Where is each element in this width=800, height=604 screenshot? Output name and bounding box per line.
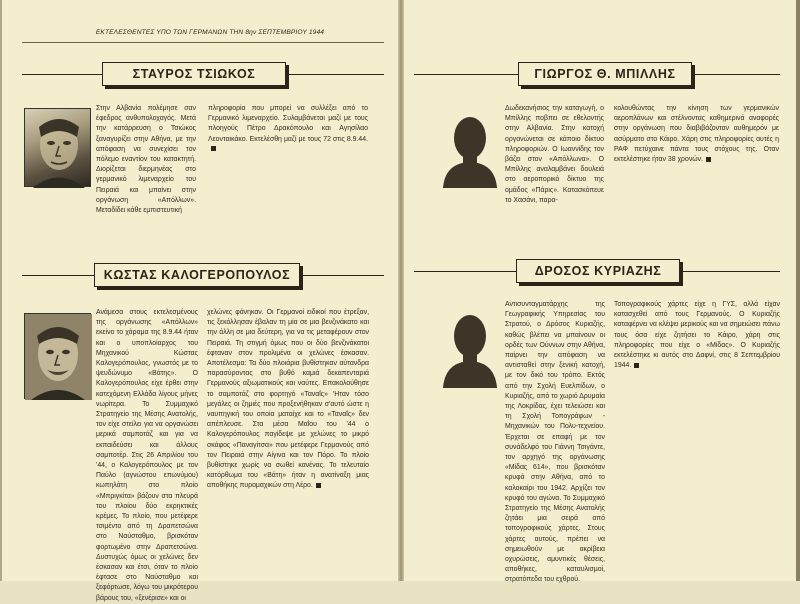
article-column-1: Αντισυνταγματάρχης της Γεωγραφικής Υπηρεσίας του Στρατού, ο Δρόσος Κυριαζής, καθώς βλέπει να μπαίνουν οι ορδές των Ούννων στην Αθήνα, παίρνει την απόφαση να αντισταθεί στην ξενική κατοχή, με τον δικό του τρόπο. Εκτός από την Σχολή Ευελπίδων, ο Κυριαζής, από το χωριό Δρυμαία της Λοκρίδας, έχει τελειώσει και τη Σχολή Τοπογράφων - Μηχανικών του Πολυ-τεχνείου. Έρχεται σε επαφή με τον συνάδελφό του Γιάννη Τσιγάντε, τον αρχηγό της οργάνωσης «Μίδας 614», που βρισκόταν κρυφά στην Αθήνα, από το καλοκαίρι του 1942. Αρχίζει τον κρυφό του αγώνα. Το Συμμαχικό Στρατηγείο της Μέσης Ανατολής ζητάει μια σειρά από τοπογραφικούς χάρτες. Στους χάρτες αυτούς, πρέπει να σημειωθούν με ακρίβεια οχυρώσεις, αμυντικές θέσεις, αποθήκες, καταυλισμοί, στρατόπεδα του εχθρού.	[505, 301, 605, 584]
left-page-edge	[0, 0, 2, 581]
article-text: κολουθώντας την κίνηση των γερμανικών αεροπλάνων και στέλνοντας καθημερινά αναφορές στην οργάνωση που διαβιβάζονταν αυθημερόν με ασύρματο στο Κάιρο. Χάρη στις πληροφορίες αυτές η ΡΑΦ πετύχαινε πάντα τους στόχους της. Οταν εκτελέστηκε ήταν 38 χρονών.	[614, 105, 779, 164]
name-rule-left	[22, 275, 94, 276]
name-rule-right	[682, 271, 780, 272]
portrait-photo	[24, 313, 91, 399]
article-name-box: ΓΙΩΡΓΟΣ Θ. ΜΠΙΛΛΗΣ	[518, 62, 692, 86]
end-mark	[634, 363, 639, 368]
article-column-1: Δωδεκανήσιος την καταγωγή, ο Μπίλλης ποβπει σε εθελοντής στην Αλβανία. Στην κατοχή οργανώνεται σε κάποιο δίκτυο πληροφοριών. Ο Ιωαννίδης τον βάζει στον «Απόλλωνα». Ο Μπίλλης αναλαμβάνει δουλειά στο αεροπορικό δίκτυο της ομάδος «Πάρις». Κατασκόπευε το Χασάνι, παρα-	[505, 105, 604, 204]
face-sketch-icon	[25, 109, 92, 188]
article-column-2	[614, 104, 779, 165]
face-sketch-icon	[25, 314, 92, 400]
end-mark	[706, 157, 711, 162]
article-text: χελώνες φάνηκαν. Οι Γερμανοί ειδικοί που έτρεξαν, τις ξεκόλλησαν έβαλαν τη μία σε μια βενζινάκατο και την άλλη σε μια δεύτερη, για να τις μεταφέρουν στον Πειραιά. Τη στιγμή όμως που οι δύο βενζινάκατοι έφταναν στον προλιμένα οι χελώνες έσκασαν. Αποτέλεσμα: Τα δύο πλοιάρια βυθίστηκαν αύτανδρα παρασύροντας στο βυθό καμιά δεκαπενταριά Γερμανούς αξιωματικούς και ναύτες. Επακολούθησε το σαμποτάζ στο φορτηγό «Ταναΐς» 'Ηταν τόσο μεγάλες οι ζημιές που προξενήθηκαν σ'αυτό ώστε η ναυπηγική του οποία ματαίχε και το «Ταναΐς» δεν απέπλευσε. Στα μέσα Μαΐου του '44 ο Καλογερόπουλος παγίδεψε με χελώνες το μικρό σκάφος «Παναγίτσα» που μετέφερε Γερμανούς από τον Πειραιά στην Αίγινα και τον Πόρο. Το πλοίο βυθίστηκε χωρίς να σωθεί κανένας. Το τελευταίο κατόρθωμα του «Βάτη» ήταν η ανατίναξη μιας αποθήκης πυρομαχικών στη Λέρο.	[207, 309, 369, 490]
article-column-1: Στην Αλβανία πολέμησε σαν έφεδρος ανθυπολοχαγός. Μετά την κατάρρευση ο Τσιώκος ξαναγυρίζει στην Αθήνα, με την απόφαση να συνεχίσει τον πόλεμο εναντίον του κατακτητή. Διορίζεται διερμηνέας στο γερμανικό λιμεναρχείο του Πειραιά και μπαίνει στην οργάνωση «Απόλλων». Μεταδίδει κάθε εμπιστευτική	[96, 105, 196, 215]
name-rule-right	[694, 74, 780, 75]
name-rule-left	[414, 271, 516, 272]
running-head: ΕΚΤΕΛΕΣΘΕΝΤΕΣ ΥΠΟ ΤΩΝ ΓΕΡΜΑΝΩΝ ΤΗΝ 8ην ΣΕΠΤΕΜΒΡΙΟΥ 1944	[95, 29, 325, 36]
article-text: Τοπογραφικούς χάρτες είχε η ΓΥΣ, αλλά είχαν κατασχεθεί από τους Γερμανούς. Ο Κυριαζής καταφέρνει να κλέψει μερικούς και να σημειώσει πάνω τους όσα είχε ζητήσει το Κάιρο, χάρη στις πληροφορίες που είχε ο «Μίδας». Ο Κυριαζής εκτελέστηκε κι αυτός στο Δαφνί, στις 8 Σεπτεμβρίου 1944.	[614, 301, 780, 370]
portrait-photo	[24, 108, 91, 187]
silhouette-icon	[440, 305, 500, 388]
name-rule-left	[22, 74, 102, 75]
article-column-1: Ανάμεσα στους εκτελεσμένους της οργάνωσης «Απόλλων» εκείνο το χάραμα της 8.9.44 ήταν και ο υποπλοίαρχος του Μηχανικού Κώστας Καλογερόπουλος, γνωστός με το ψευδώνυμο «Βάτης». Ο Καλογερόπουλος είχε έρθει στην κατεχόμενη Ελλάδα λίγους μήνες νωρίτερα. Το Συμμαχικό Στρατηγείο της Μέσης Ανατολής, τον είχε στείλει για να οργανώσει μερικά σαμποτάζ και για να εκπαιδεύσει και άλλους σαμποτέρ. Στις 26 Απριλίου του '44, ο Καλογερόπουλος με τον Παύλο (αγνώστου επωνύμου) κωπηλάτη στο πλοίο «Μπριγκίτα» βάζουν στα πλευρά του πλοίου δύο εκρηκτικές κρέμες. Το πλοίο, που μετέφερε τσιμέντο από τη Δραπετσώνα στο Ναύσταθμο, βρισκόταν φορτωμένο στην Δραπετσώνα. Δυστυχώς όμως οι χελώνες δεν έσκασαν και έτσι, όταν το πλοίο έφτασε στο Ναύσταθμο και ξεφόρτωσε, λόγω του μικρότερου βάρους του, «ξενέρισε» και οι	[96, 309, 198, 602]
name-rule-right	[288, 74, 384, 75]
article-column-2	[614, 300, 780, 371]
name-rule-right	[302, 275, 384, 276]
header-rule	[22, 42, 384, 43]
right-page-edge	[796, 0, 800, 581]
article-name-box: ΚΩΣΤΑΣ ΚΑΛΟΓΕΡΟΠΟΥΛΟΣ	[94, 263, 300, 287]
silhouette-icon	[440, 107, 500, 188]
end-mark	[211, 146, 216, 151]
article-text: πληροφορία που μπορεί να συλλέξει από το Γερμανικό λιμεναρχείο. Συλαμβάνεται μαζί με τους πλοηγούς Πέτρο Δρακόπουλο και Αγησίλαο Λεονταικάκο. Εκτελέσθη μαζί με τους 72 στις 8.9.44.	[208, 105, 368, 143]
article-name-box: ΣΤΑΥΡΟΣ ΤΣΙΩΚΟΣ	[102, 62, 286, 86]
article-column-2	[207, 308, 369, 492]
name-rule-left	[414, 74, 518, 75]
end-mark	[316, 483, 321, 488]
silhouette-icon	[440, 107, 500, 188]
silhouette-icon	[440, 305, 500, 388]
book-gutter	[398, 0, 404, 581]
article-column-2	[208, 104, 368, 155]
article-name-box: ΔΡΟΣΟΣ ΚΥΡΙΑΖΗΣ	[516, 259, 680, 283]
